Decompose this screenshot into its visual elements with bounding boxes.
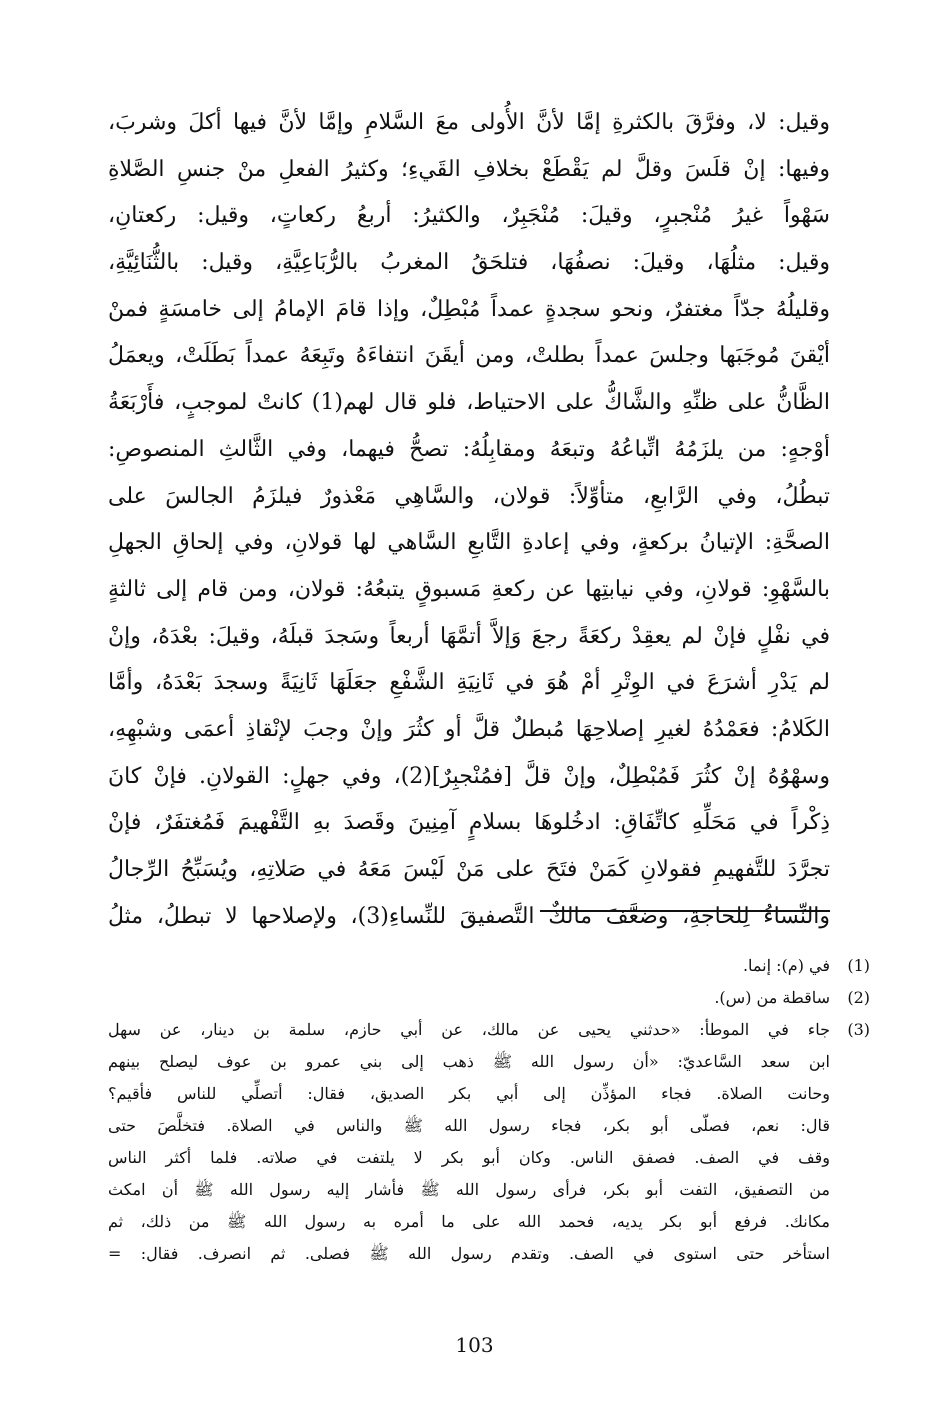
text-line: الكَلامُ: فعَمْدُهُ لغيرِ إصلاحِهَا مُبطلٌ قلَّ أو كثُرَ وإنْ وجبَ لإنْقاذِ أعمَى وشبْهِهِ،	[108, 716, 830, 742]
footnote-line: استأخر حتى استوى في الصف. وتقدم رسول الله ﷺ فصلى. ثم انصرف. فقال: =	[108, 1244, 830, 1263]
text-line: ذِكْراً في مَحَلِّهِ كاتِّفَاقِ: ادخُلوهَا بسلامٍ آمِنِينَ وقَصدَ بهِ التَّفْهيمَ فَمُغتفَرٌ، فإنْ	[108, 810, 830, 836]
footnote-3	[108, 1014, 870, 1270]
footnote-number: (3)	[847, 1020, 870, 1039]
footnote-line: مكانك. فرفع أبو بكر يديه، فحمد الله على ما أمره به رسول الله ﷺ من ذلك، ثم	[108, 1212, 830, 1231]
text-line: وفيها: إنْ قلَسَ وقلَّ لم يَقْطَعْ بخلافِ القَيءِ؛ وكثيرُ الفعلِ منْ جنسِ الصَّلاةِ	[108, 156, 830, 182]
footnote-line: من التصفيق، التفت أبو بكر، فرأى رسول الله ﷺ فأشار إليه رسول الله ﷺ أن امكث	[108, 1180, 830, 1199]
footnote-line: وقف في الصف. فصفق الناس. وكان أبو بكر لا يلتفت في صلاته. فلما أكثر الناس	[108, 1148, 830, 1167]
footnote-body	[108, 982, 830, 1014]
footnote-1	[108, 950, 870, 982]
footnote-separator	[540, 910, 830, 912]
text-line: بالسَّهْوِ: قولانِ، وفي نيابتِها عن ركعةِ مَسبوقٍ يتبعُهُ: قولان، ومن قام إلى ثالثةٍ	[108, 576, 830, 602]
footnote-number: (1)	[847, 956, 870, 975]
footnote-line: ابن سعد السَّاعديّ: «أن رسول الله ﷺ ذهب إلى بني عمرو بن عوف ليصلح بينهم	[108, 1052, 830, 1071]
footnote-line: وحانت الصلاة. فجاء المؤذِّن إلى أبي بكر الصديق، فقال: أتصلِّي للناس فأقيم؟	[108, 1084, 830, 1103]
main-text	[108, 100, 830, 940]
footnote-number: (2)	[847, 988, 870, 1007]
footnotes	[108, 950, 870, 1270]
footnote-body	[108, 950, 830, 982]
text-line: الصحَّةِ: الإتيانُ بركعةٍ، وفي إعادةِ التَّابعِ السَّاهي لها قولانِ، وفي إلحاقِ الجهلِ	[108, 530, 830, 556]
text-line: في نفْلٍ فإنْ لم يعقِدْ ركعَةً رجعَ وَإلاَّ أتمَّهَا أربعاً وسَجدَ قبلَهُ، وقيلَ: بعْدَهُ، وإنْ	[108, 623, 830, 649]
text-line: وقليلُهُ جدّاً مغتفرٌ، ونحو سجدةٍ عمداً مُبْطِلٌ، وإذا قامَ الإمامُ إلى خامسَةٍ فمنْ	[108, 296, 830, 322]
footnote-line: ساقطة من (س).	[714, 988, 830, 1007]
text-line: وسهْوُهُ إنْ كثُرَ فَمُبْطِلٌ، وإنْ قلَّ [فمُنْجبِرٌ](2)، وفي جهلٍ: القولانِ. فإنْ كانَ	[108, 763, 830, 789]
text-line: لم يَدْرِ أشرَعَ في الوِتْرِ أمْ هُوَ في ثَانِيَةِ الشَّفْعِ جعَلَهَا ثَانِيَةً وسجدَ بَعْدَهُ، وأمَّا	[108, 670, 830, 696]
text-line: وقيل: لا، وفرَّقَ بالكثرةِ إمَّا لأنَّ الأُولى معَ السَّلامِ وإمَّا لأنَّ فيها أكلَ وشربَ،	[108, 110, 830, 135]
page-number: 103	[455, 1333, 494, 1357]
text-line: أوْجهٍ: من يلزَمُهُ اتِّباعُهُ وتبعَهُ ومقابِلُهُ: تصحُّ فيهما، وفي الثَّالثِ المنصوصِ:	[108, 436, 830, 462]
text-line: والنِّساءُ لِلحاجةِ، وضعَّفَ مالكٌ التَّصفيقَ للنِّساءِ(3)، ولإصلاحها لا تبطلُ، مثلُ	[108, 903, 830, 929]
footnote-line: في (م): إنما.	[742, 956, 830, 975]
footnote-2	[108, 982, 870, 1014]
footnote-body	[108, 1014, 830, 1270]
text-line: وقيل: مثلُهَا، وقيلَ: نصفُهَا، فتلحَقُ المغربُ بالرُّبَاعِيَّةِ، وقيل: بالثُّنَائِيَّةِ،	[108, 250, 830, 276]
text-line: تجرَّدَ للتَّفهيمِ فقولانِ كَمَنْ فتَحَ على مَنْ لَيْسَ مَعَهُ في صَلاتِهِ، ويُسَبِّحُ الرِّجالُ	[108, 857, 830, 882]
text-line: تبطُلُ، وفي الرَّابعِ، متأوِّلاً: قولان، والسَّاهِي مَعْذورٌ فيلزَمُ الجالسَ على	[108, 483, 830, 509]
footnote-line: قال: نعم، فصلّى أبو بكر، فجاء رسول الله ﷺ والناس في الصلاة. فتخلَّصَ حتى	[108, 1116, 830, 1135]
text-line: سَهْواً غيرُ مُنْجبرٍ، وقيلَ: مُنْجَبِرٌ، والكثيرُ: أربعُ ركعاتٍ، وقيل: ركعتانِ،	[108, 203, 830, 229]
footnote-line: جاء في الموطأ: «حدثني يحيى عن مالك، عن أبي حازم، سلمة بن دينار، عن سهل	[108, 1020, 830, 1039]
text-line: أيْقنَ مُوجَبَها وجلسَ عمداً بطلتْ، ومن أيقَنَ انتفاءَهُ وتَبِعَهُ عمداً بَطَلَتْ، ويعمَلُ	[108, 343, 830, 369]
text-line: الظَّانُّ على ظنِّهِ والشَّاكُّ على الاحتياط، فلو قال لهم(1) كانتْ لموجبٍ، فأَرْبَعَةُ	[108, 390, 830, 416]
